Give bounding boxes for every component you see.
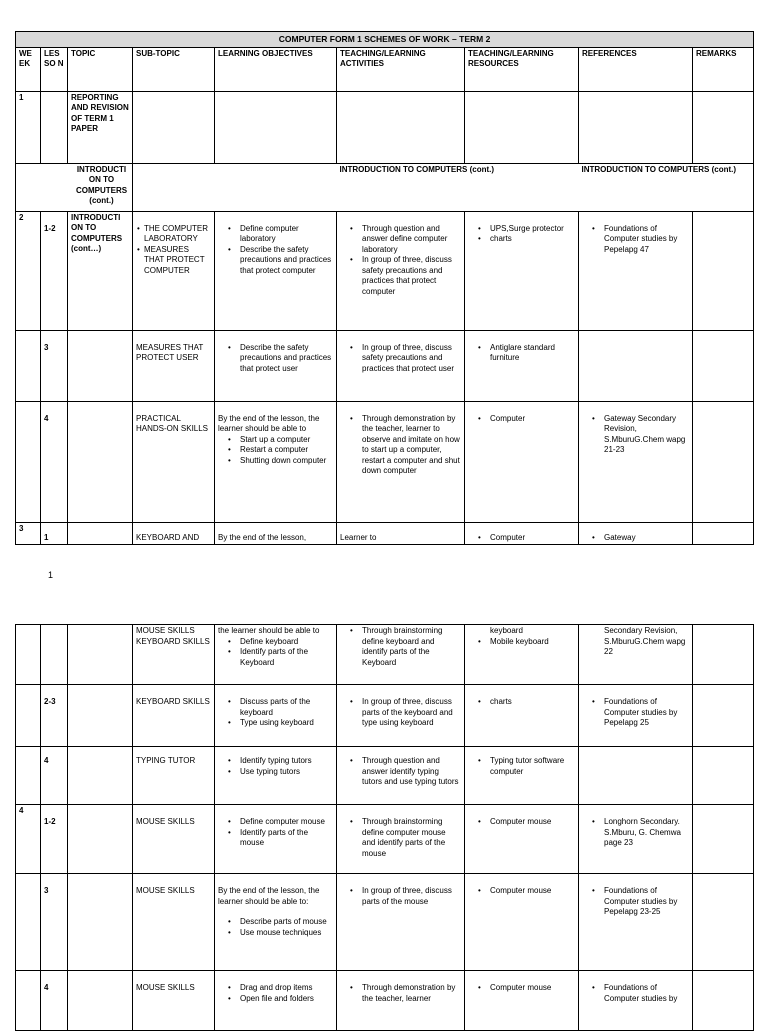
list-item: • Computer mouse bbox=[490, 886, 575, 897]
section-activities: INTRODUCTION TO COMPUTERS (cont.) bbox=[337, 163, 579, 211]
list-item: • Restart a computer bbox=[240, 445, 333, 456]
resources-cell bbox=[465, 625, 579, 685]
references-cell bbox=[579, 685, 693, 747]
objectives-cell bbox=[215, 685, 337, 747]
references-cell bbox=[579, 805, 693, 874]
resources-cell bbox=[465, 330, 579, 401]
resources-cell bbox=[465, 685, 579, 747]
section-references: INTRODUCTION TO COMPUTERS (cont.) bbox=[579, 163, 754, 211]
activities-cell bbox=[337, 685, 465, 747]
page-number: 1 bbox=[48, 570, 54, 580]
references-cell bbox=[579, 522, 693, 545]
list-item: • Through demonstration by the teacher, learner bbox=[362, 983, 461, 1004]
list-item: • Discuss parts of the keyboard bbox=[240, 697, 333, 718]
resources-cell bbox=[465, 805, 579, 874]
list-item: • charts bbox=[490, 234, 575, 245]
list-item: • Define keyboard bbox=[240, 637, 333, 648]
list-item: • Gateway bbox=[604, 533, 689, 544]
subtopic-cell: MEASURES THAT PROTECT USER bbox=[133, 330, 215, 401]
list-item: • Describe the safety precautions and practices that protect computer bbox=[240, 245, 333, 277]
resources-cell bbox=[465, 874, 579, 971]
list-item: • Mobile keyboard bbox=[490, 637, 575, 648]
list-item: • Computer bbox=[490, 414, 575, 425]
resources-cell bbox=[465, 747, 579, 805]
references-cell bbox=[579, 211, 693, 330]
list-item: • Define computer laboratory bbox=[240, 224, 333, 245]
header-activities: TEACHING/LEARNING ACTIVITIES bbox=[337, 47, 465, 91]
lesson-cell: 4 bbox=[41, 401, 68, 522]
header-references: REFERENCES bbox=[579, 47, 693, 91]
table-row bbox=[16, 522, 754, 545]
table-row bbox=[16, 625, 754, 685]
lesson-cell: 2-3 bbox=[41, 685, 68, 747]
table-row bbox=[16, 211, 754, 330]
subtopic-cell bbox=[133, 211, 215, 330]
list-item: • Identify parts of the Keyboard bbox=[240, 647, 333, 668]
list-item: • Use typing tutors bbox=[240, 767, 333, 778]
list-item: • Describe the safety precautions and practices that protect user bbox=[240, 343, 333, 375]
references-cell bbox=[579, 401, 693, 522]
resources-cell bbox=[465, 971, 579, 1031]
references-cell bbox=[579, 971, 693, 1031]
list-item: • Foundations of Computer studies by Pepelapg 47 bbox=[604, 224, 689, 256]
list-item: • Shutting down computer bbox=[240, 456, 333, 467]
list-item: • In group of three, discuss parts of the mouse bbox=[362, 886, 461, 907]
section-row bbox=[16, 163, 754, 211]
list-item: • Computer mouse bbox=[490, 817, 575, 828]
resources-cell bbox=[465, 401, 579, 522]
header-week: WE EK bbox=[16, 47, 41, 91]
page-2 bbox=[15, 624, 754, 1031]
activities-cell bbox=[337, 625, 465, 685]
table-title: COMPUTER FORM 1 SCHEMES OF WORK – TERM 2 bbox=[16, 32, 754, 48]
lesson-cell: 1 bbox=[41, 522, 68, 545]
subtopic-cell: PRACTICAL HANDS-ON SKILLS bbox=[133, 401, 215, 522]
list-item: • Describe parts of mouse bbox=[240, 917, 333, 928]
lesson-cell: 4 bbox=[41, 747, 68, 805]
lesson-cell: 4 bbox=[41, 971, 68, 1031]
activities-cell bbox=[337, 401, 465, 522]
subtopic-cell: MOUSE SKILLS bbox=[133, 971, 215, 1031]
resources-continued: keyboard bbox=[490, 626, 523, 635]
table-row bbox=[16, 805, 754, 874]
lesson-cell: 3 bbox=[41, 874, 68, 971]
scheme-table-page-2 bbox=[15, 624, 754, 1031]
list-item: • Through question and answer define computer laboratory bbox=[362, 224, 461, 256]
lesson-cell: 1-2 bbox=[41, 805, 68, 874]
list-item: • Through demonstration by the teacher, learner to observe and imitate on how to start up a computer, restart a computer and shut down computer bbox=[362, 414, 461, 477]
list-item: • In group of three, discuss parts of the keyboard and type using keyboard bbox=[362, 697, 461, 729]
list-item: • Foundations of Computer studies by bbox=[604, 983, 689, 1004]
table-row bbox=[16, 91, 754, 163]
week-cell: 1 bbox=[16, 91, 41, 163]
subtopic-cell: MOUSE SKILLS KEYBOARD SKILLS bbox=[133, 625, 215, 685]
table-row bbox=[16, 874, 754, 971]
list-item: • Identify typing tutors bbox=[240, 756, 333, 767]
list-item: • Open file and folders bbox=[240, 994, 333, 1005]
list-item: • Computer bbox=[490, 533, 575, 544]
week-cell: 2 bbox=[16, 211, 41, 330]
list-item: • Define computer mouse bbox=[240, 817, 333, 828]
subtopic-cell: MOUSE SKILLS bbox=[133, 805, 215, 874]
subtopic-cell: MOUSE SKILLS bbox=[133, 874, 215, 971]
lesson-cell: 3 bbox=[41, 330, 68, 401]
list-item: • Through brainstorming define keyboard and identify parts of the Keyboard bbox=[362, 626, 461, 668]
activities-cell bbox=[337, 805, 465, 874]
list-item: • Start up a computer bbox=[240, 435, 333, 446]
list-item: • Foundations of Computer studies by Pepelapg 25 bbox=[604, 697, 689, 729]
subtopic-cell: KEYBOARD SKILLS bbox=[133, 685, 215, 747]
header-objectives: LEARNING OBJECTIVES bbox=[215, 47, 337, 91]
section-topic: INTRODUCTI ON TO COMPUTERS (cont.) bbox=[16, 163, 133, 211]
topic-cell: REPORTING AND REVISION OF TERM 1 PAPER bbox=[68, 91, 133, 163]
table-row bbox=[16, 971, 754, 1031]
subtopic-cell: KEYBOARD AND bbox=[133, 522, 215, 545]
objectives-cell bbox=[215, 971, 337, 1031]
list-item: • Typing tutor software computer bbox=[490, 756, 575, 777]
list-item: • Foundations of Computer studies by Pepelapg 23-25 bbox=[604, 886, 689, 918]
week-cell: 3 bbox=[16, 522, 41, 545]
list-item: • Use mouse techniques bbox=[240, 928, 333, 939]
activities-cell bbox=[337, 747, 465, 805]
list-item: • Computer mouse bbox=[490, 983, 575, 994]
activities-cell: Learner to bbox=[337, 522, 465, 545]
resources-cell bbox=[465, 211, 579, 330]
objectives-cell bbox=[215, 625, 337, 685]
scheme-table-page-1 bbox=[15, 31, 754, 545]
week-cell: 4 bbox=[16, 805, 41, 874]
list-item: • Longhorn Secondary. S.Mburu, G. Chemwa page 23 bbox=[604, 817, 689, 849]
objectives-cell bbox=[215, 805, 337, 874]
table-row bbox=[16, 685, 754, 747]
list-item: • Through brainstorming define computer mouse and identify parts of the mouse bbox=[362, 817, 461, 859]
list-item: • Identify parts of the mouse bbox=[240, 828, 333, 849]
objectives-cell: By the end of the lesson, bbox=[215, 522, 337, 545]
objectives-cell bbox=[215, 401, 337, 522]
lesson-cell: 1-2 bbox=[41, 211, 68, 330]
page-1 bbox=[15, 31, 754, 545]
resources-cell bbox=[465, 522, 579, 545]
objectives-cell bbox=[215, 747, 337, 805]
topic-cell: INTRODUCTI ON TO COMPUTERS (cont…) bbox=[68, 211, 133, 330]
activities-cell bbox=[337, 874, 465, 971]
references-continued: Secondary Revision, S.MburuG.Chem wapg 22 bbox=[604, 626, 686, 656]
list-item: • THE COMPUTER LABORATORY bbox=[144, 224, 211, 245]
header-lesson: LES SO N bbox=[41, 47, 68, 91]
objectives-cell bbox=[215, 874, 337, 971]
list-item: • Gateway Secondary Revision, S.MburuG.Chem wapg 21-23 bbox=[604, 414, 689, 456]
table-row bbox=[16, 747, 754, 805]
objectives-intro: By the end of the lesson, the learner should be able to bbox=[218, 413, 320, 433]
header-topic: TOPIC bbox=[68, 47, 133, 91]
activities-cell bbox=[337, 971, 465, 1031]
objectives-intro: By the end of the lesson, the learner should be able to: bbox=[218, 886, 320, 906]
objectives-intro: the learner should be able to bbox=[218, 626, 320, 635]
table-row bbox=[16, 401, 754, 522]
list-item: • Through question and answer identify typing tutors and use typing tutors bbox=[362, 756, 461, 788]
header-subtopic: SUB-TOPIC bbox=[133, 47, 215, 91]
header-remarks: REMARKS bbox=[693, 47, 754, 91]
list-item: • In group of three, discuss safety precautions and practices that protect user bbox=[362, 343, 461, 375]
objectives-cell bbox=[215, 330, 337, 401]
list-item: • Drag and drop items bbox=[240, 983, 333, 994]
activities-cell bbox=[337, 211, 465, 330]
list-item: • MEASURES THAT PROTECT COMPUTER bbox=[144, 245, 211, 277]
activities-cell bbox=[337, 330, 465, 401]
list-item: • Type using keyboard bbox=[240, 718, 333, 729]
objectives-cell bbox=[215, 211, 337, 330]
list-item: • In group of three, discuss safety precautions and practices that protect computer bbox=[362, 255, 461, 297]
references-cell bbox=[579, 874, 693, 971]
table-row bbox=[16, 330, 754, 401]
list-item: • UPS,Surge protector bbox=[490, 224, 575, 235]
header-resources: TEACHING/LEARNING RESOURCES bbox=[465, 47, 579, 91]
list-item: • Antiglare standard furniture bbox=[490, 343, 575, 364]
list-item: • charts bbox=[490, 697, 575, 708]
subtopic-cell: TYPING TUTOR bbox=[133, 747, 215, 805]
references-cell bbox=[579, 625, 693, 685]
